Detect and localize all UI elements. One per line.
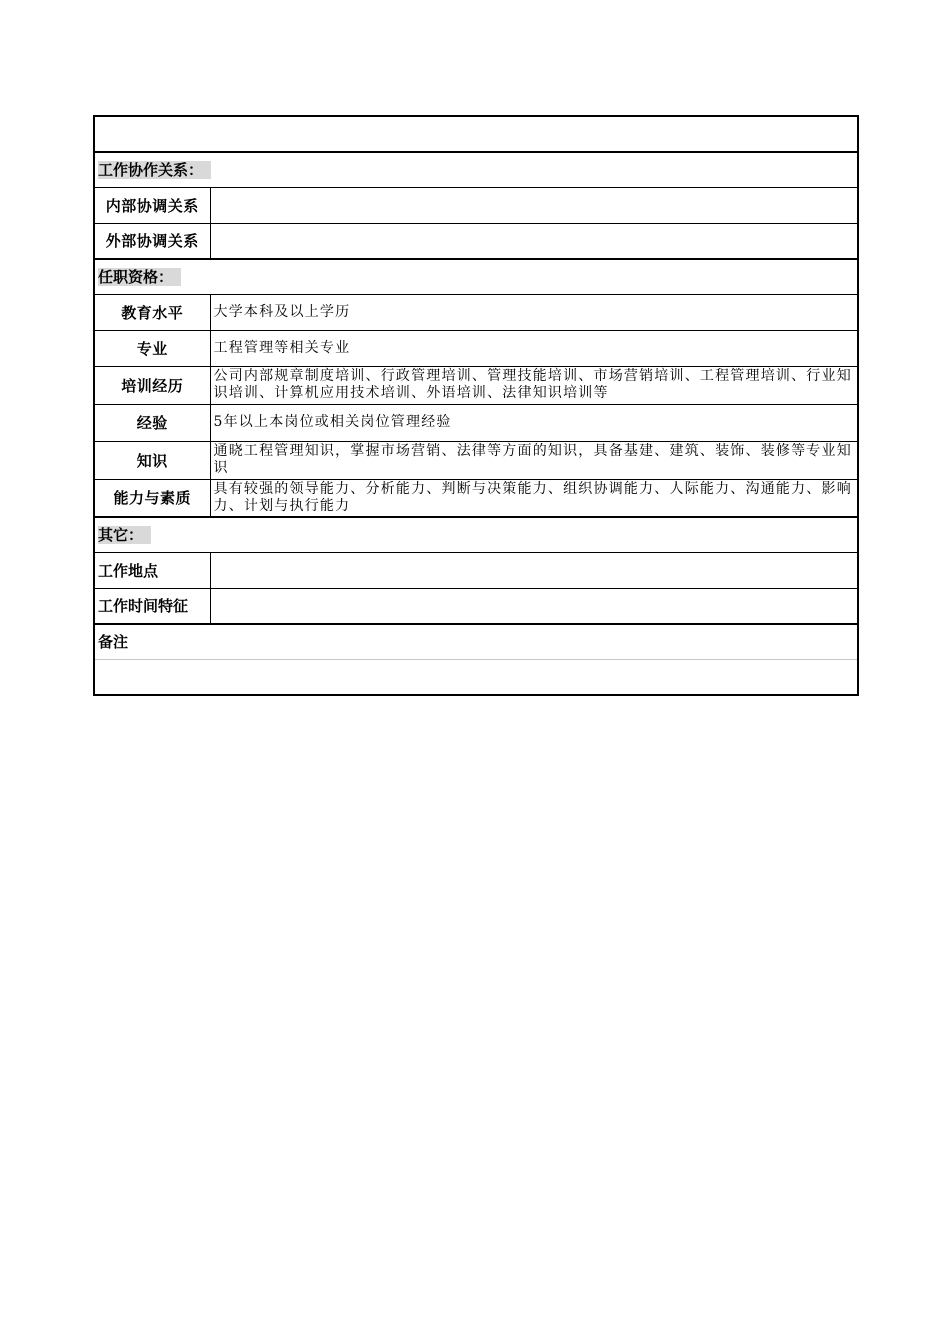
ability-value: 具有较强的领导能力、分析能力、判断与决策能力、组织协调能力、人际能力、沟通能力、影响力、计划与执行能力 bbox=[210, 479, 858, 517]
section-other-cell bbox=[94, 517, 858, 552]
section-qualifications-row bbox=[94, 259, 858, 294]
section-remarks-title: 备注 bbox=[98, 633, 129, 652]
table-row bbox=[94, 552, 858, 588]
section-other-title: 其它： bbox=[98, 526, 151, 544]
table-row bbox=[94, 187, 858, 223]
table-row bbox=[94, 294, 858, 330]
table-row bbox=[94, 479, 858, 517]
work-location-value[interactable] bbox=[210, 552, 858, 588]
job-description-table bbox=[93, 115, 859, 696]
training-value: 公司内部规章制度培训、行政管理培训、管理技能培训、市场营销培训、工程管理培训、行业知识培训、计算机应用技术培训、外语培训、法律知识培训等 bbox=[210, 366, 858, 404]
remarks-row bbox=[94, 659, 858, 695]
experience-label: 经验 bbox=[94, 404, 210, 441]
internal-coordination-value[interactable] bbox=[210, 187, 858, 223]
experience-value: 5年以上本岗位或相关岗位管理经验 bbox=[210, 404, 858, 441]
table-row bbox=[94, 588, 858, 624]
knowledge-value: 通晓工程管理知识，掌握市场营销、法律等方面的知识，具备基建、建筑、装饰、装修等专业知识 bbox=[210, 441, 858, 479]
external-coordination-value[interactable] bbox=[210, 223, 858, 259]
remarks-value[interactable] bbox=[94, 659, 858, 695]
work-time-value[interactable] bbox=[210, 588, 858, 624]
table-row bbox=[94, 441, 858, 479]
section-cooperation-cell bbox=[94, 152, 858, 187]
section-remarks-cell bbox=[94, 624, 858, 659]
education-label: 教育水平 bbox=[94, 294, 210, 330]
table-row bbox=[94, 366, 858, 404]
section-other-row bbox=[94, 517, 858, 552]
ability-label: 能力与素质 bbox=[94, 479, 210, 517]
knowledge-label: 知识 bbox=[94, 441, 210, 479]
table-row bbox=[94, 404, 858, 441]
section-cooperation-row bbox=[94, 152, 858, 187]
work-time-label: 工作时间特征 bbox=[94, 588, 210, 624]
section-cooperation-title: 工作协作关系： bbox=[98, 161, 211, 179]
training-label: 培训经历 bbox=[94, 366, 210, 404]
section-qualifications-title: 任职资格： bbox=[98, 268, 181, 286]
section-qualifications-cell bbox=[94, 259, 858, 294]
table-row bbox=[94, 223, 858, 259]
table-row bbox=[94, 330, 858, 366]
major-label: 专业 bbox=[94, 330, 210, 366]
education-value: 大学本科及以上学历 bbox=[210, 294, 858, 330]
section-remarks-row bbox=[94, 624, 858, 659]
top-blank-row bbox=[94, 116, 858, 152]
top-blank-cell bbox=[94, 116, 858, 152]
major-value: 工程管理等相关专业 bbox=[210, 330, 858, 366]
work-location-label: 工作地点 bbox=[94, 552, 210, 588]
external-coordination-label: 外部协调关系 bbox=[94, 223, 210, 259]
internal-coordination-label: 内部协调关系 bbox=[94, 187, 210, 223]
